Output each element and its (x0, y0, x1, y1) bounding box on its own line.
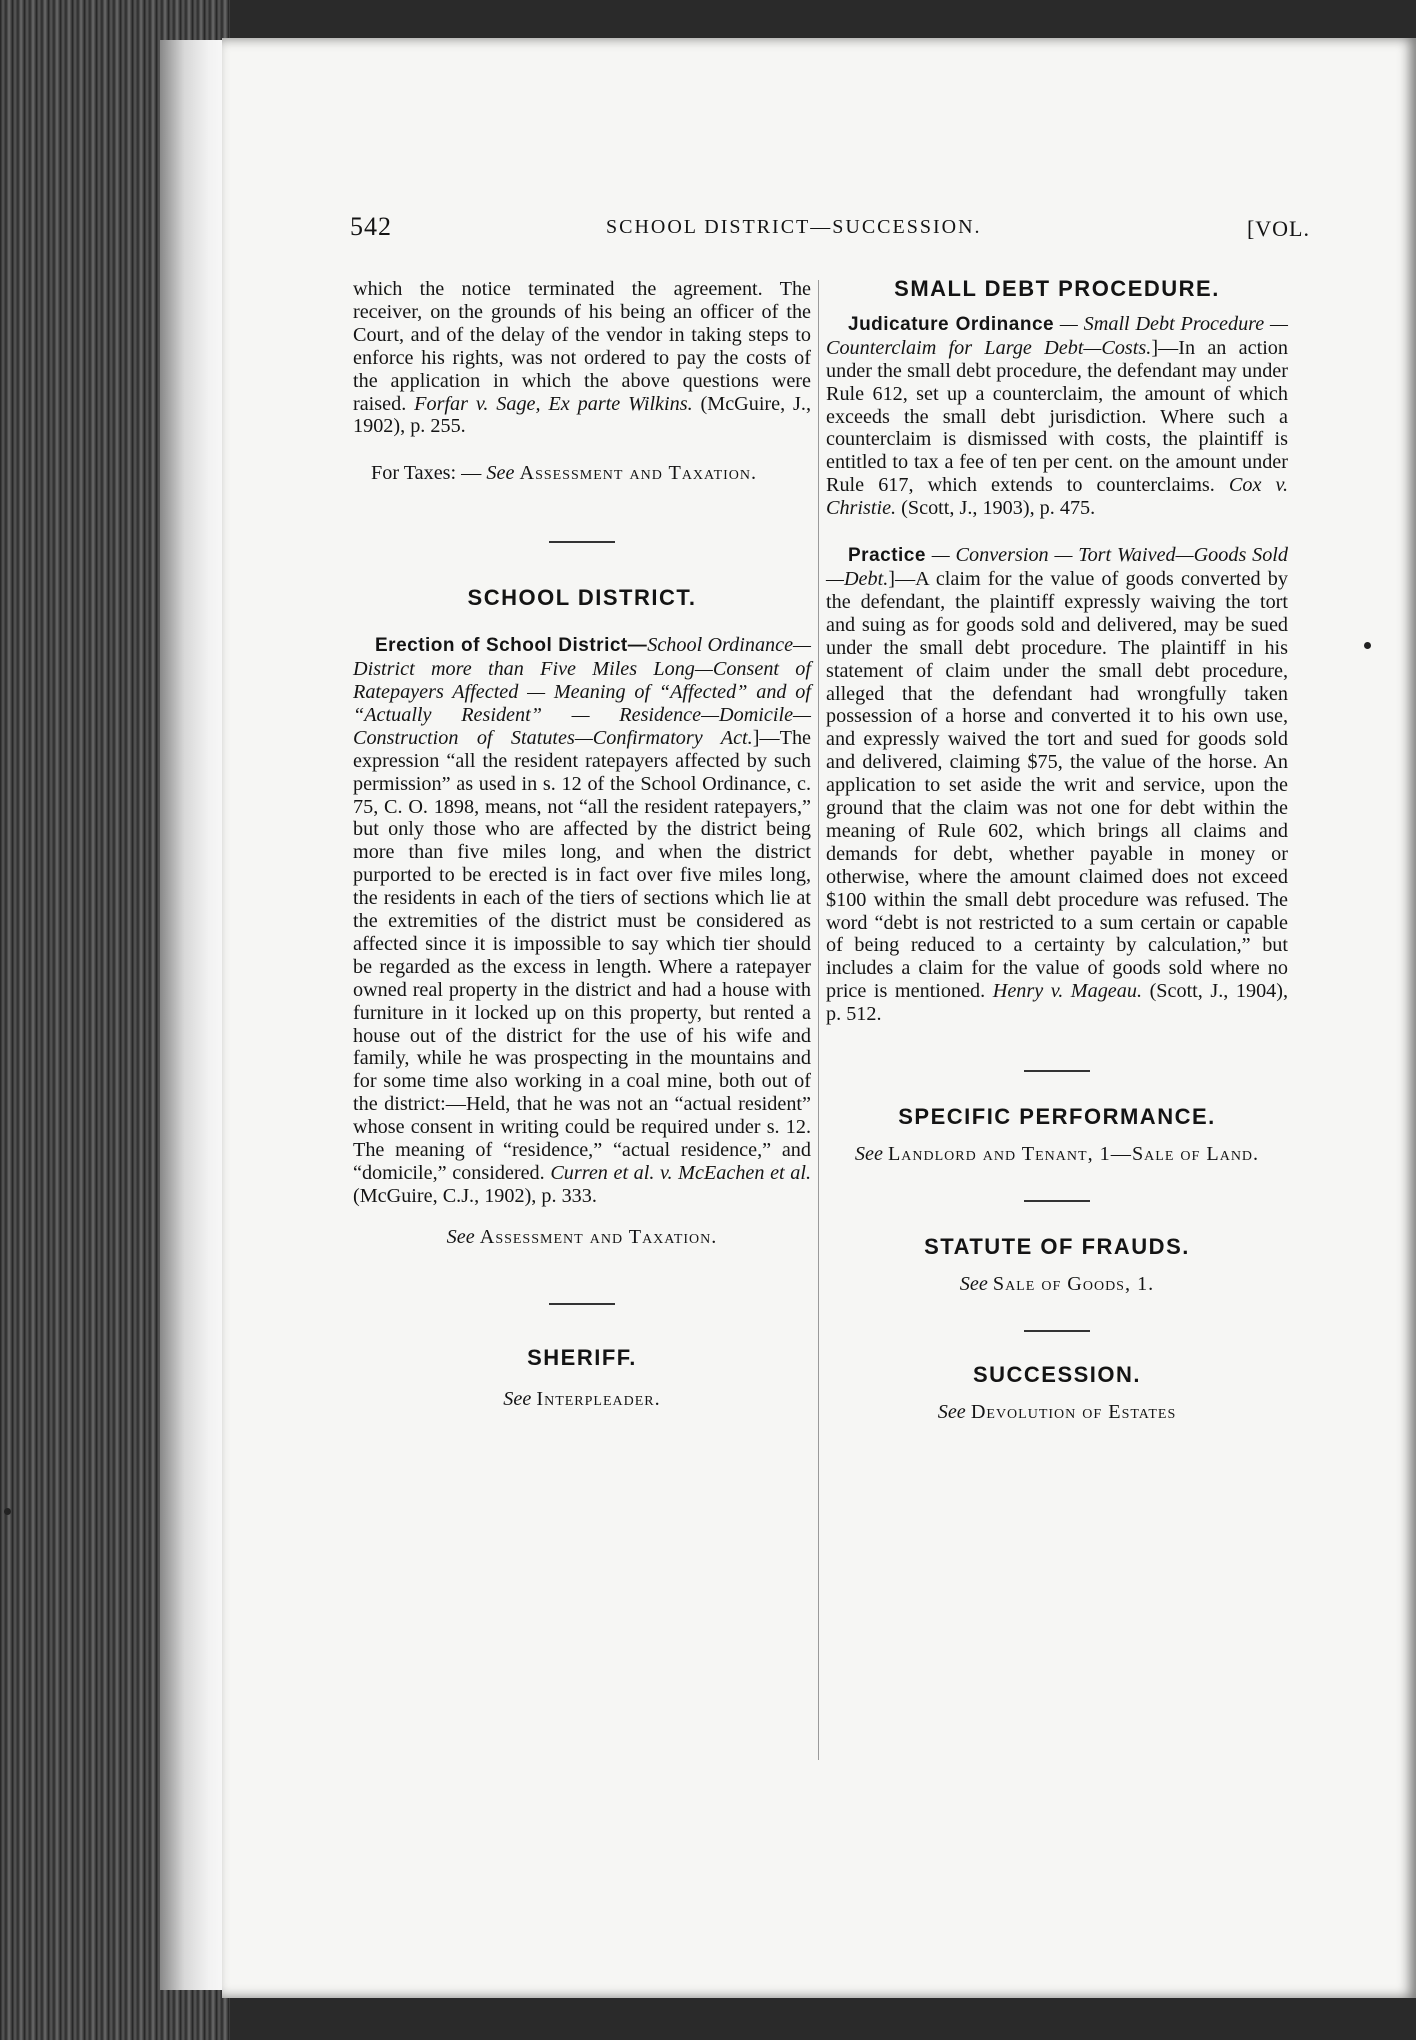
heading-sheriff: SHERIFF. (527, 1344, 637, 1370)
print-speck (4, 1508, 11, 1515)
heading-statute-of-frauds: STATUTE OF FRAUDS. (924, 1233, 1190, 1259)
section-divider (549, 541, 615, 543)
succession-see-reference: See Devolution of Estates (937, 1400, 1177, 1423)
right-column (826, 278, 1288, 1424)
section-divider (1024, 1330, 1090, 1332)
section-divider (1024, 1070, 1090, 1072)
running-title: SCHOOL DISTRICT—SUCCESSION. (606, 216, 982, 238)
case-name: Forfar v. Sage, Ex parte Wilkins. (414, 392, 693, 415)
left-column (353, 278, 811, 1411)
column-rule (818, 280, 819, 1760)
judicature-entry (826, 313, 1288, 520)
practice-entry (826, 544, 1288, 1026)
case-name: Henry v. Mageau. (992, 980, 1142, 1003)
entry-body: ]—In an action under the small debt procedure, the defendant may under Rule 612, set up a counterclaim, the amount of which exceeds the small debt jurisdiction. Where such a counterclaim is dismissed with costs, the plaintiff is entitled to tax a fee of ten per cent. on the amount under Rule 617, which extends to counterclaims. (826, 336, 1288, 497)
entry-catchwords: School Ordinance—District more than Five Miles Long—Consent of Ratepayers Affected — Meaning of “Affected” and of “Actually Resident” — Residence—Domicile—Construction of Statutes—Confirmatory Act. (353, 634, 811, 749)
heading-school-district: SCHOOL DISTRICT. (467, 585, 697, 611)
running-header (350, 212, 1310, 252)
heading-succession: SUCCESSION. (972, 1361, 1142, 1387)
entry-title: Judicature Ordinance (848, 313, 1055, 335)
section-divider (549, 1303, 615, 1305)
sheriff-see-reference: See Interpleader. (503, 1387, 661, 1410)
entry-catchwords: — Conversion — Tort Waived—Goods Sold—Debt. (826, 544, 1289, 590)
entry-body: ]—A claim for the value of goods converted by the defendant, the plaintiff expressly waiving the tort and suing as for goods sold and delivered, may be sued under the small debt procedure. The plaintiff in his statement of claim under the small debt procedure, alleged that the defendant had wrongfully taken possession of a horse and converted it to his own use, and expressly waived the tort and sued for goods sold and delivered, claiming $75, the value of the horse. An application to set aside the writ and service, upon the ground that the claim was not one for debt within the meaning of Rule 602, which brings all claims and demands for debt, whether payable in money or otherwise, where the amount claimed does not exceed $100 within the small debt procedure was refused. The word “debt is not restricted to a sum certain or capable of being reduced to a certainty by calculation,” but includes a claim for the value of goods sold where no price is mentioned. (826, 567, 1288, 1003)
entry-body: ]—The expression “all the resident ratepayers affected by such permission” as used in s. 12 of the School Ordinance, c. 75, C. O. 1898, means, not “all the resident ratepayers,” but only those who are affected by the district being more than five miles long, and when the district purported to be erected is in fact over five miles long, the residents in each of the tiers of sections which lie at the extremities of the district must be considered as affected since it is impossible to say which tier should be regarded as the excess in length. Where a ratepayer owned real property in the district and had a house with furniture in it locked up on this property, but rented a house out of the district for the use of his wife and family, while he was prospecting in the mountains and for some time also working in a coal mine, both out of the district:—Held, that he was not an “actual resident” whose consent in writing could be required under s. 12. The meaning of “residence,” “actual residence,” and “domicile,” considered. (353, 726, 811, 1184)
entry-title: Practice (848, 545, 926, 567)
section-divider (1024, 1200, 1090, 1202)
entry-catchwords: — Small Debt Procedure — Counterclaim for Large Debt—Costs. (826, 312, 1288, 359)
school-see-reference: See Assessment and Taxation. (446, 1225, 718, 1248)
volume-marker: [VOL. (1246, 216, 1310, 241)
heading-specific-performance: SPECIFIC PERFORMANCE. (898, 1104, 1216, 1130)
entry-title: Erection of School District— (375, 635, 648, 657)
citation: (McGuire, J., 1902), p. 255. (353, 392, 811, 438)
school-district-entry (353, 634, 811, 1208)
case-name: Cox v. Christie. (826, 474, 1289, 520)
case-name: Curren et al. v. McEachen et al. (550, 1162, 811, 1184)
page-number: 542 (350, 212, 392, 241)
print-speck (1364, 642, 1371, 649)
for-taxes-reference: For Taxes: — See Assessment and Taxation. (371, 462, 758, 485)
frauds-see-reference: See Sale of Goods, 1. (959, 1272, 1155, 1295)
citation: (Scott, J., 1904), p. 512. (826, 980, 1289, 1026)
book-edge (0, 0, 230, 2040)
heading-small-debt-procedure: SMALL DEBT PROCEDURE. (894, 276, 1220, 301)
specific-see-reference: See Landlord and Tenant, 1—Sale of Land. (854, 1143, 1260, 1165)
continuation-paragraph: which the notice terminated the agreement. The receiver, on the grounds of his being an officer of the Court, and of the delay of the vendor in taking steps to enforce his rights, was not ordered to pay the costs of the application in which the above questions were raised. Forfar v. Sage, Ex parte Wilkins. (McGuire, J., 1902), p. 255. (353, 278, 811, 438)
citation: (Scott, J., 1903), p. 475. (901, 497, 1096, 520)
citation: (McGuire, C.J., 1902), p. 333. (353, 1184, 597, 1207)
